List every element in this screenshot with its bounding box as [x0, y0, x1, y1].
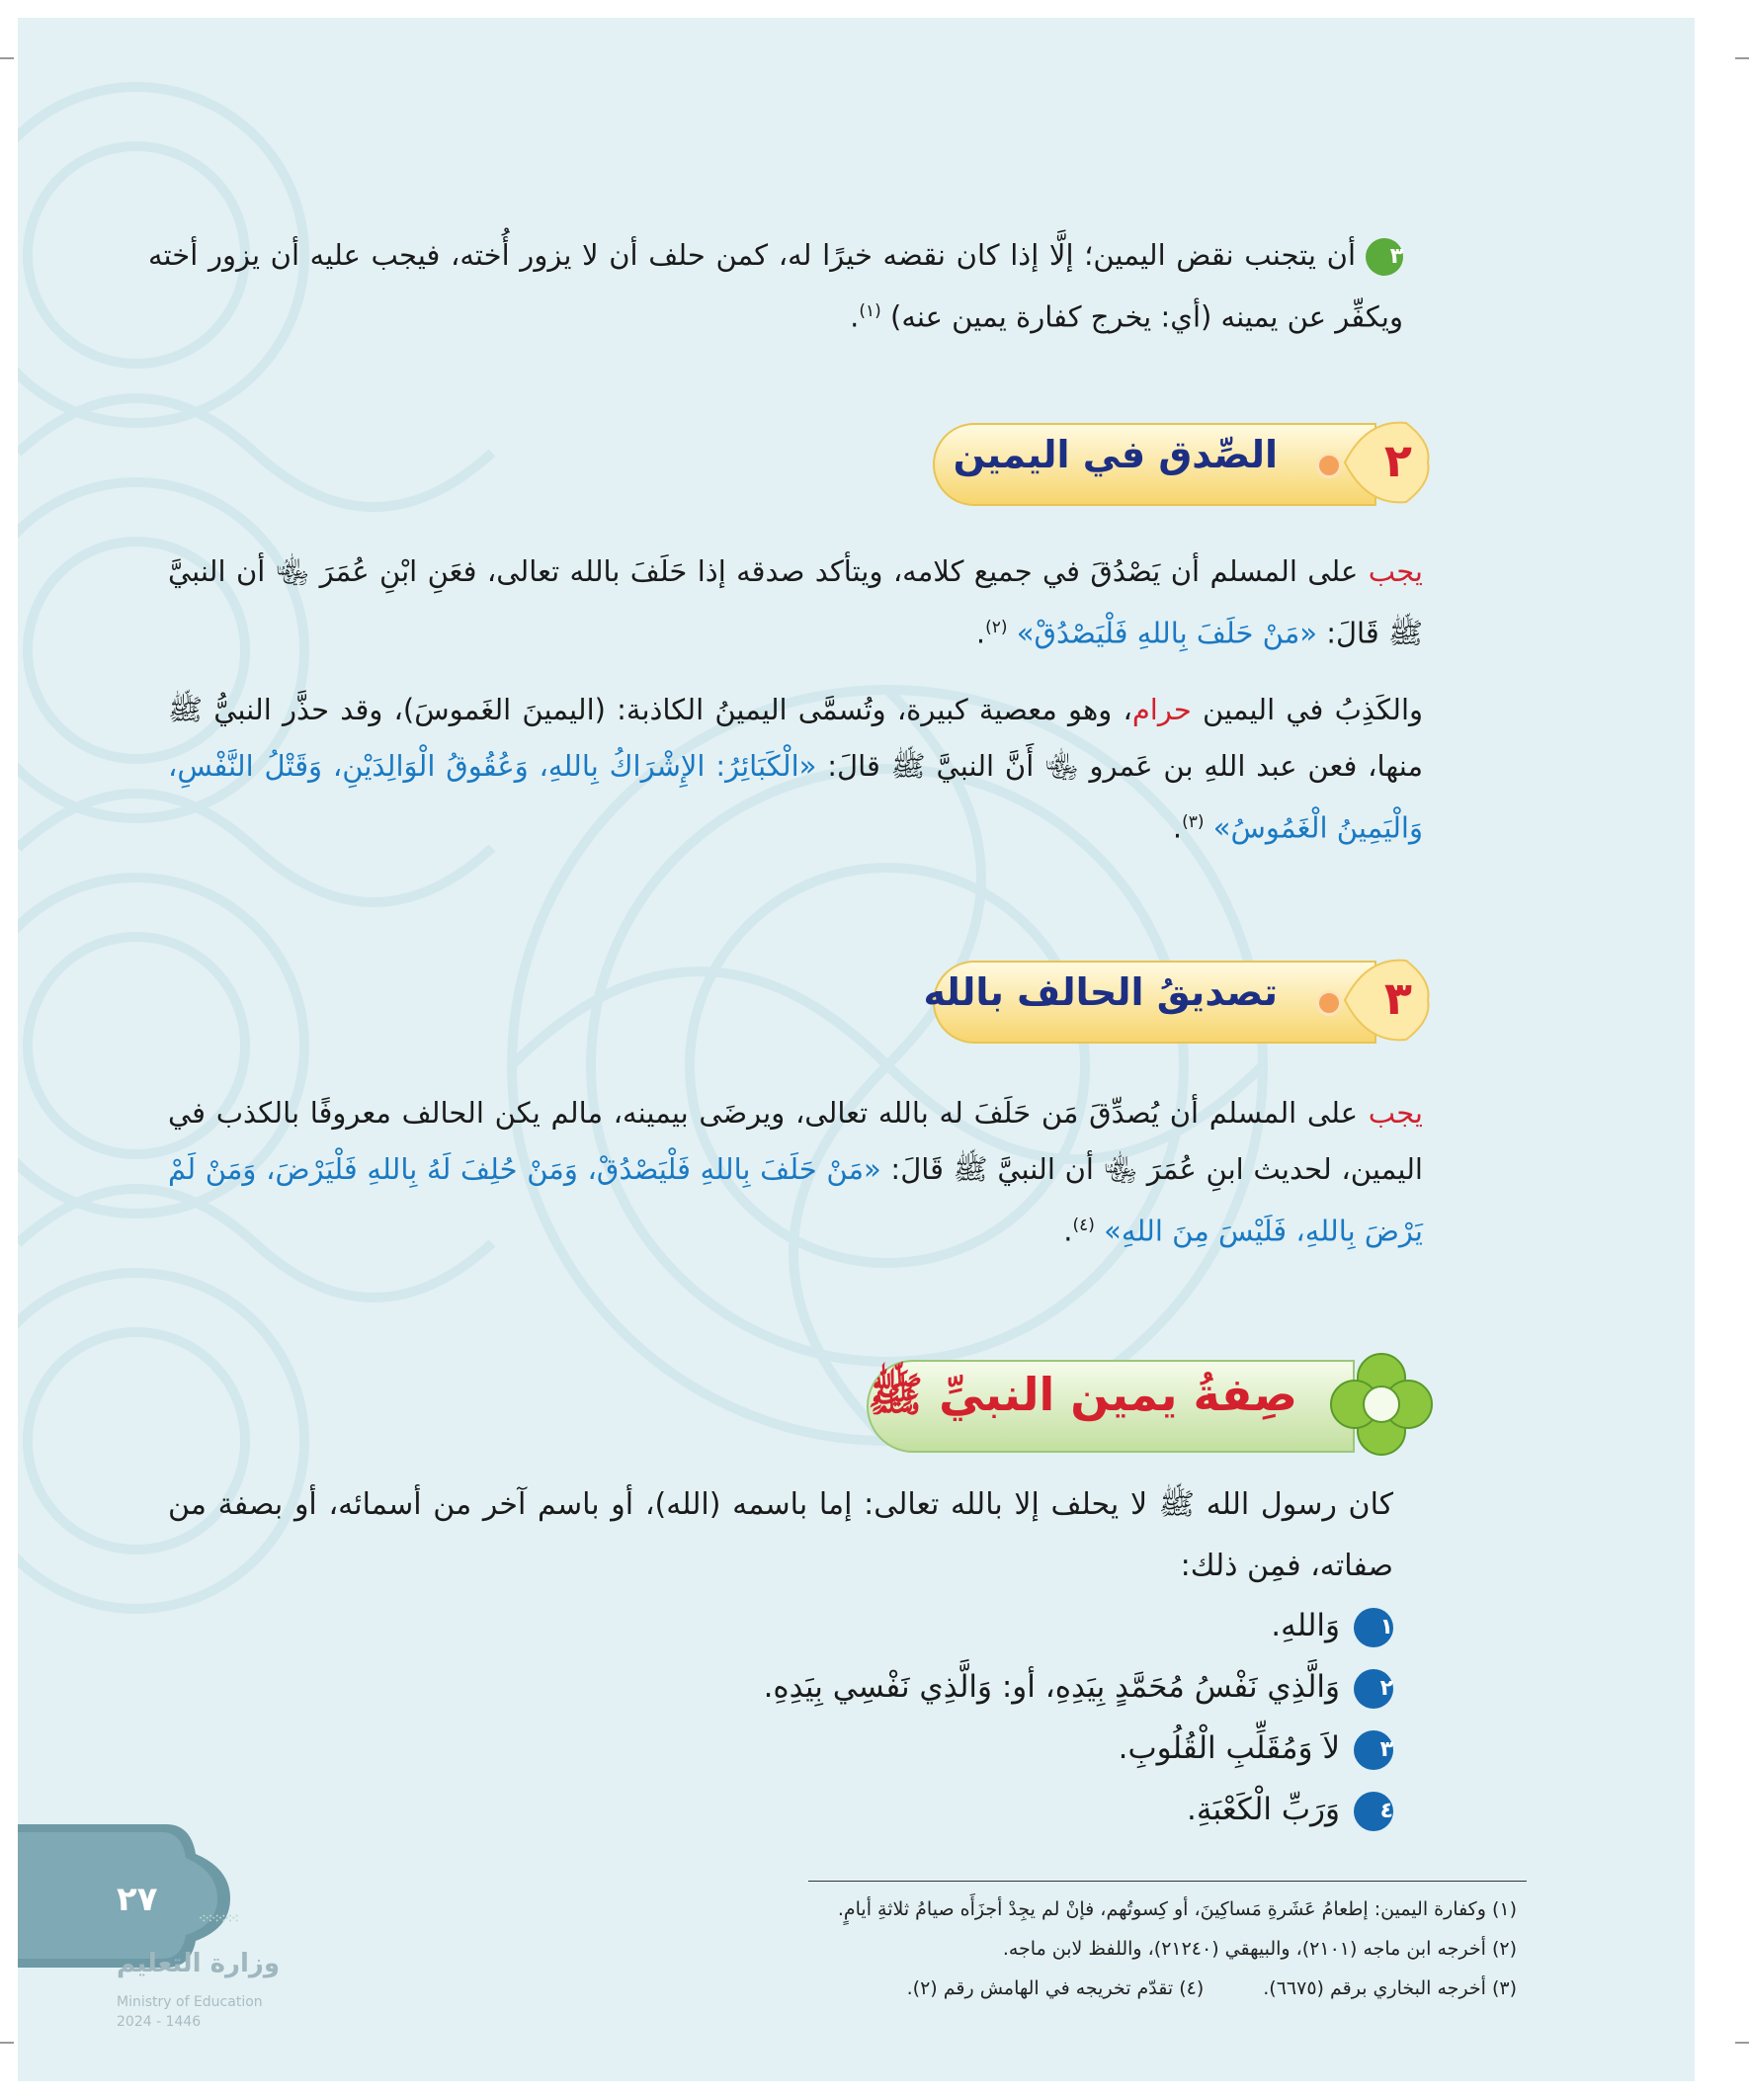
footnote-2: (٢) أخرجه ابن ماجه (٢١٠١)، والبيهقي (٢١٢٤٠)، واللفظ لابن ماجه.	[1002, 1938, 1517, 1960]
section2-paragraph1	[168, 544, 1423, 662]
crop-mark	[1735, 2042, 1749, 2044]
list-item-text: وَرَبِّ الْكَعْبَةِ.	[1187, 1792, 1340, 1827]
crop-mark	[0, 57, 14, 59]
list-item-text: وَاللهِ.	[1271, 1608, 1340, 1643]
section-banner-prophet-oath	[843, 1350, 1436, 1459]
footnote-ref[interactable]: (١)	[859, 301, 881, 321]
section-number: ٣	[1383, 971, 1412, 1025]
list-item	[603, 1779, 1393, 1840]
sentence-end: .	[850, 299, 860, 334]
keyword-forbidden: حرام	[1131, 693, 1192, 726]
crop-mark	[1735, 57, 1749, 59]
section-banner-believing-swearer	[922, 953, 1436, 1048]
oath-list	[603, 1595, 1393, 1840]
footnote-ref[interactable]: (٢)	[985, 618, 1008, 637]
list-item	[603, 1656, 1393, 1718]
footnote-row	[450, 1969, 1517, 2008]
paragraph-text: على المسلم أن يُصدِّقَ مَن حَلَفَ له بالله تعالى، ويرضَى بيمينه، مالم يكن الحالف معروفًا بالكذب في اليمين، لحديث ابنِ عُمَرَ ﵄ أن النبيَّ ﷺ قَالَ:	[168, 1096, 1423, 1186]
item-number-badge: ٣	[1366, 238, 1403, 276]
footnote-3: (٣) أخرجه البخاري برقم (٦٦٧٥).	[1263, 1977, 1517, 1999]
list-item	[603, 1718, 1393, 1779]
paragraph-text: والكَذِبُ في اليمين	[1202, 693, 1424, 726]
section-banner-truthfulness	[922, 415, 1436, 510]
paragraph-text: على المسلم أن يَصْدُقَ في جميع كلامه، ويتأكد صدقه إذا حَلَفَ بالله تعالى، فعَنِ ابْنِ عُمَرَ ﵄ أن النبيَّ ﷺ قَالَ:	[168, 554, 1423, 650]
clover-ornament-icon	[1327, 1350, 1436, 1459]
list-item	[603, 1595, 1393, 1656]
section3-paragraph	[168, 1085, 1423, 1260]
intro-item-text: أن يتجنب نقض اليمين؛ إلَّا إذا كان نقضه خيرًا له، كمن حلف أن لا يزور أُخته، فيجب عليه أن يزور أخته ويكفِّر عن يمينه (أي: يخرج كفارة يمين عنه)	[148, 238, 1403, 334]
list-number-badge: ٤	[1354, 1792, 1393, 1831]
list-number-badge: ٣	[1354, 1730, 1393, 1770]
ministry-logo-english: Ministry of Education	[117, 1994, 263, 2010]
hadith-quote: «مَنْ حَلَفَ بِاللهِ فَلْيَصْدُقْ»	[1016, 616, 1317, 650]
footnote-divider	[808, 1881, 1527, 1882]
hadith-quote: «الْكَبَائِرُ: الإِشْرَاكُ بِاللهِ، وَعُقُوقُ الْوَالِدَيْنِ، وَقَتْلُ النَّفْسِ، وَالْيَمِينُ الْغَمُوسُ»	[168, 749, 1423, 845]
paragraph-text: كان رسول الله ﷺ لا يحلف إلا بالله تعالى: إما باسمه (الله)، أو باسم آخر من أسمائه، أو بصفة من صفاته، فمِن ذلك:	[168, 1487, 1393, 1583]
banner-badge	[1337, 415, 1436, 510]
section-title: الصِّدق في اليمين	[953, 433, 1278, 476]
section-title: صِفةُ يمين النبيِّ ﷺ	[868, 1368, 1297, 1421]
section-title: تصديقُ الحالف بالله	[923, 970, 1278, 1014]
section4-intro	[168, 1474, 1393, 1597]
section2-paragraph2	[168, 682, 1423, 857]
keyword-must: يجب	[1368, 554, 1423, 588]
keyword-must: يجب	[1368, 1096, 1423, 1130]
list-item-text: وَالَّذِي نَفْسُ مُحَمَّدٍ بِيَدِهِ، أو: وَالَّذِي نَفْسِي بِيَدِهِ.	[763, 1669, 1340, 1705]
sentence-end: .	[1172, 810, 1183, 845]
intro-item	[148, 227, 1403, 346]
ministry-logo-arabic: وزارة التعليم	[117, 1949, 280, 1978]
ministry-logo-year: 2024 - 1446	[117, 2014, 202, 2030]
textbook-page	[18, 18, 1695, 2081]
paragraph-text: ، وهو معصية كبيرة، وتُسمَّى اليمينُ الكاذبة: (اليمينَ الغَموسَ)، وقد حذَّر النبيُّ ﷺ منها، فعن عبد اللهِ بن عَمرو ﵄ أَنَّ النبيَّ ﷺ قالَ:	[168, 693, 1424, 783]
sentence-end: .	[975, 616, 986, 650]
footnote-1: (١) وكفارة اليمين: إطعامُ عَشَرةِ مَساكِينَ، أو كِسوتُهم، فإنْ لم يجِدْ أجزَأَه صيامُ ثلاثةِ أيامٍ.	[837, 1898, 1517, 1920]
list-item-text: لاَ وَمُقَلِّبِ الْقُلُوبِ.	[1118, 1730, 1340, 1766]
sentence-end: .	[1063, 1214, 1073, 1248]
footnote-ref[interactable]: (٣)	[1182, 812, 1205, 832]
section-number: ٢	[1383, 434, 1412, 487]
page-number: ٢٧	[117, 1880, 158, 1919]
footnote-4: (٤) تقدّم تخريجه في الهامش رقم (٢).	[906, 1977, 1205, 1999]
hadith-quote: «مَنْ حَلَفَ بِاللهِ فَلْيَصْدُقْ، وَمَنْ حُلِفَ لَهُ بِاللهِ فَلْيَرْضَ، وَمَنْ لَمْ يَرْضَ بِاللهِ، فَلَيْسَ مِنَ اللهِ»	[168, 1152, 1423, 1248]
footnotes	[450, 1890, 1517, 2008]
list-number-badge: ٢	[1354, 1669, 1393, 1709]
list-number-badge: ١	[1354, 1608, 1393, 1647]
ministry-logo-icon	[156, 1911, 314, 1951]
banner-badge	[1337, 953, 1436, 1048]
crop-mark	[0, 2042, 14, 2044]
footnote-ref[interactable]: (٤)	[1072, 1216, 1095, 1235]
